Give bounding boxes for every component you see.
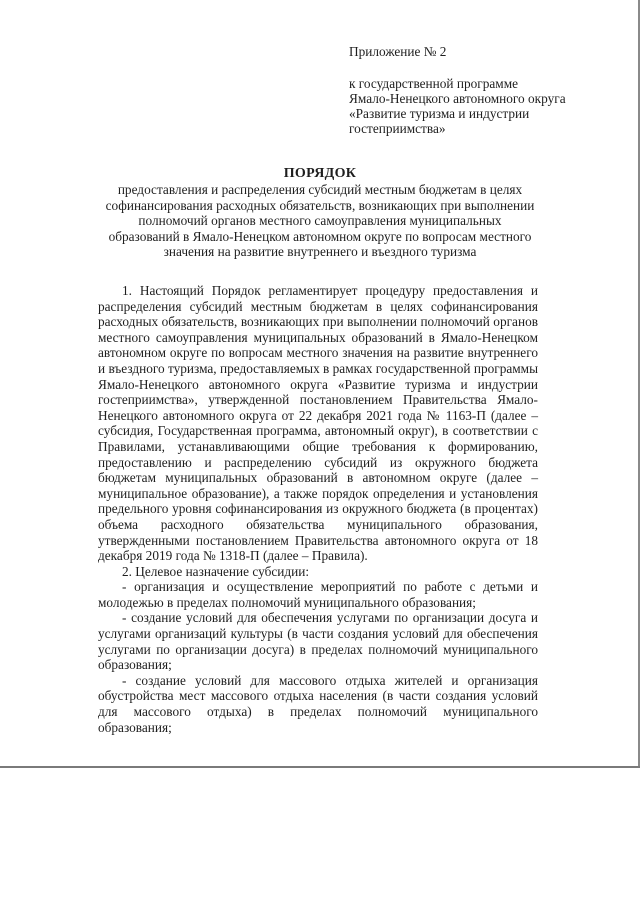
appendix-line: Ямало-Ненецкого автономного округа — [349, 91, 566, 106]
appendix-line: к государственной программе — [349, 76, 519, 91]
document-subtitle: предоставления и распределения субсидий местным бюджетам в целях софинансирования расходных обязательств, возникающих при выполнении полномочий органов местного самоуправления муниципальных образований в Ямало-Ненецком автономном округе по вопросам местного значения на развитие внутреннего и въездного туризма — [105, 182, 535, 260]
scan-edge-bottom — [0, 766, 640, 768]
appendix-line: гостеприимства» — [349, 121, 446, 136]
paragraph-1: 1. Настоящий Порядок регламентирует процедуру предоставления и распределения субсидий местным бюджетам в целях софинансирования расходных обязательств, возникающих при выполнении полномочий органов местного самоуправления муниципальных образований в Ямало-Ненецком автономном округе по вопросам местного значения на развитие внутреннего и въездного туризма, предоставляемых в рамках государственной программы Ямало-Ненецкого автономного округа «Развитие туризма и индустрии гостеприимства», утвержденной постановлением Правительства Ямало-Ненецкого автономного округа от 22 декабря 2021 года № 1163-П (далее – субсидия, Государственная программа, автономный округ), в соответствии с Правилами, устанавливающими общие требования к формированию, предоставлению и распределению субсидий из окружного бюджета бюджетам муниципальных образований в автономном округе (далее – муниципальное образование), а также порядок определения и установления предельного уровня софинансирования из окружного бюджета (в процентах) объема расходного обязательства муниципального образования, утвержденными постановлением Правительства автономного округа от 18 декабря 2019 года № 1318-П (далее – Правила). — [98, 283, 539, 564]
appendix-number: Приложение № 2 — [349, 44, 447, 59]
document-title: ПОРЯДОК — [283, 166, 357, 181]
document-body — [98, 283, 538, 735]
list-item: - создание условий для обеспечения услугами по организации досуга и услугами организаций культуры (в части создания условий для обеспечения услугами по организации досуга) в пределах полномочий муниципального образования; — [98, 610, 538, 673]
list-item: - организация и осуществление мероприятий по работе с детьми и молодежью в пределах полномочий муниципального образования; — [98, 579, 538, 610]
list-item: - создание условий для массового отдыха жителей и организация обустройства мест массового отдыха населения (в части создания условий для массового отдыха) в пределах полномочий муниципального образования; — [98, 672, 538, 735]
appendix-line: «Развитие туризма и индустрии — [349, 106, 530, 121]
appendix-block — [349, 44, 619, 136]
paragraph-2: 2. Целевое назначение субсидии: — [122, 563, 310, 579]
